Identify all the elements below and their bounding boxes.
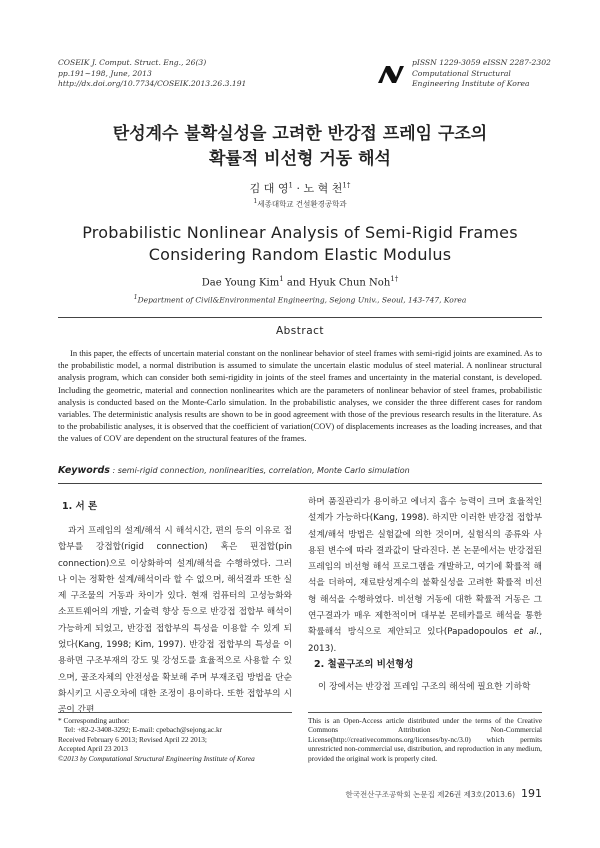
intro-cont-text: 하며 품질관리가 용이하고 에너지 흡수 능력이 크며 효율적인 설계가 가능하다(Kang, 1998). 하지만 이러한 반강접 접합부 설계/해석 방법은 실험값에 의한 것이며, 실험식의 종류와 사용된 변수에 따라 결과값이 달라진다. 본 논문에서는 반강접된 프레임의 비선형 해석 프로그램을 개발하고, 여기에 확률적 해석을 더하여, 재료탄성계수의 불확실성을 고려한 확률적 비선형 해석을 수행하였다. 비선형 거동에 대한 확률적 거동은 그 연구결과가 매우 제한적이며 대부분 몬테카를로 해석을 통한 확률해석 방식으로 제안되고 있다(Papadopoulos [308,497,542,638]
publisher-line2: Engineering Institute of Korea [412,79,530,88]
korean-authors [0,180,600,196]
journal-issue: 한국전산구조공학회 논문집 제26권 제3호(2013.6) [345,790,515,799]
section-2-title: 2. 철골구조의 비선형성 [314,659,414,670]
accepted-date: Accepted April 23 2013 [58,744,128,754]
intro-cont-etal: et al. [513,627,540,638]
footnote-left [58,716,298,763]
author-en-1: Dae Young Kim [201,277,280,289]
english-authors [0,275,600,288]
coseik-logo-icon [376,64,406,84]
author-en-2: and Hyuk Chun Noh [283,277,391,289]
citation-journal: COSEIK J. Comput. Struct. Eng., 26(3) [58,58,207,67]
publisher-line1: Computational Structural [412,68,511,78]
footnote-rule-left [58,712,292,713]
citation-doi: http://dx.doi.org/10.7734/COSEIK.2013.26.3.191 [58,79,247,88]
korean-affiliation [0,198,600,210]
author-ko-1: 김 대 영 [249,182,289,195]
section-1-title: 1. 서 론 [62,501,98,512]
korean-title-line2: 확률적 비선형 거동 해석 [209,149,391,169]
section-2-body [308,679,542,695]
english-title-line1: Probabilistic Nonlinear Analysis of Semi-Rigid Frames [82,223,518,242]
keywords-list: : semi-rigid connection, nonlinearities, correlation, Monte Carlo simulation [109,466,410,475]
author-ko-2: · 노 혁 천 [293,182,343,195]
author-ko-1-sup: 1 [288,181,293,190]
korean-title [0,122,600,172]
journal-citation [58,58,246,90]
page-number: 191 [521,787,542,800]
keywords-label: Keywords [58,465,110,476]
abstract-top-rule [58,317,542,318]
footnote-right: This is an Open-Access article distributed under the terms of the Creative Commons Attribution Non-Commercial License(http://creativecommons.org/licenses/by-nc/3.0) which permits unrestricted non-commercial use, distribution, and reproduction in any medium, provided the original work is properly cited. [308,716,542,763]
right-column [308,494,542,657]
aff-ko-sup: 1 [253,198,258,205]
journal-issn [412,58,551,90]
aff-ko-text: 세종대학교 건설환경공학과 [257,199,347,209]
citation-pages: pp.191~198, June, 2013 [58,68,152,78]
keywords [58,465,542,476]
english-affiliation [0,294,600,305]
aff-en-text: Department of Civil&Environmental Engineering, Sejong Univ., Seoul, 143-747, Korea [137,295,467,305]
intro-paragraph: 과거 프레임의 설계/해석 시 해석시간, 편의 등의 이유로 접합부를 강접합(rigid connection) 혹은 핀접합(pin connection)으로 이상화하여 설계/해석을 수행하였다. 그러나 이는 정확한 설계/해석이라 할 수 없으며, 해석결과 또한 실제 구조물의 거동과 차이가 있다. 현재 컴퓨터의 고성능화와 소프트웨어의 개발, 기술력 향상 등으로 반강접 접합부 해석이 가능하게 되었고, 반강접 접합부의 특성을 이용할 수 있게 되었다(Kang, 1998; Kim, 1997). 반강접 접합부의 특성을 이용하면 구조부재의 강도 및 강성도를 효율적으로 사용할 수 있으며, 골조자체의 안전성을 확보해 주며 부재조립 방법을 단순화시키고 시공오차에 대한 조정이 용이하다. 또한 접합부의 시공이 간편 [58,526,292,716]
english-title [0,222,600,266]
footnote-rule-right [308,712,542,713]
author-en-2-sup: 1† [390,275,399,283]
page-footer [346,787,542,800]
aff-en-sup: 1 [133,294,138,301]
intro-paragraph-cont [308,494,542,657]
abstract-body: In this paper, the effects of uncertain material constant on the nonlinear behavior of steel frames with semi-rigid joints are examined. As to the probabilistic model, a normal distribution is assumed to simulate the uncertain elastic modulus of steel material. A nonlinear structural analysis program, which can consider both semi-rigidity in joints of the steel frames and uncertainty in the material constant, is developed. Including the geometric, material and connection nonlinearites which are the parameters of nonlinear behavior of steel frames, probabilistic analysis is conducted based on the Monte-Carlo simulation. In the probabilistic analyses, we consider the three different cases for random variables. The deterministic analysis results are shown to be in good agreement with those of the previous research results in the literature. As to the probabilistic analyses, it is observed that the coefficient of variation(COV) of displacements increases as the loading increases, and that the values of COV are dependent on the structural features of the frames. [58,348,542,444]
issn: pISSN 1229-3059 eISSN 2287-2302 [412,58,551,67]
copyright: ©2013 by Computational Structural Engineering Institute of Korea [58,753,255,763]
received-dates: Received February 6 2013; Revised April 22 2013; [58,734,207,744]
corresponding-author: * Corresponding author: [58,716,130,725]
author-ko-2-sup: 1† [342,181,351,190]
left-column [58,523,292,719]
contact-info: Tel: +82-2-3408-3292; E-mail: cpebach@sejong.ac.kr [64,725,223,735]
abstract-bottom-rule [58,483,542,484]
author-en-1-sup: 1 [279,275,284,283]
intro-cont-end: , 2013). [308,627,542,654]
english-title-line2: Considering Random Elastic Modulus [148,245,452,264]
section-2-paragraph: 이 장에서는 반강접 프레임 구조의 해석에 필요한 기하학 [318,682,531,692]
abstract-heading: Abstract [275,325,325,337]
korean-title-line1: 탄성계수 불확실성을 고려한 반강접 프레임 구조의 [112,124,488,144]
